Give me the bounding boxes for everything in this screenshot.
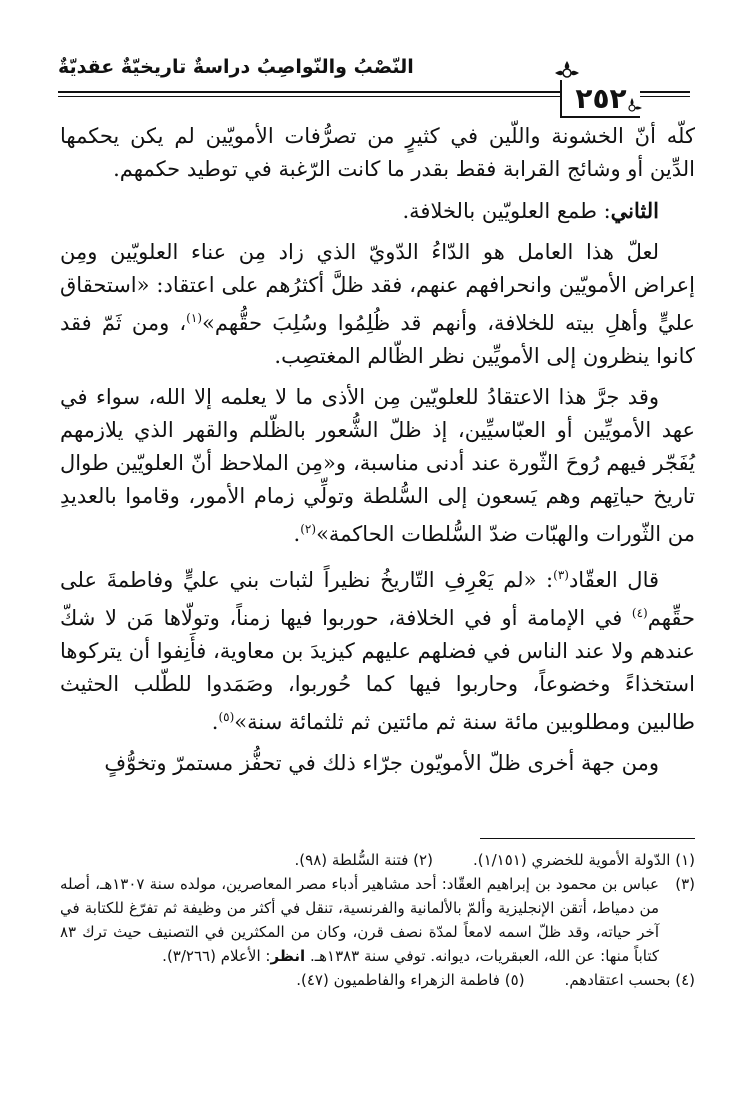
paragraph-4-text-a: وقد جرَّ هذا الاعتقادُ للعلويّين مِن الأذى ما لا يعلمه إلا الله، سواء في عهد الأمويِّين أو العبّاسيِّين، إذ ظلّ الشُّعور بالظّلم والقهر الذي يلازمهم يُفَجّر فيهم رُوحَ الثّورة عند أدنى مناسبة، و«مِن الملاحظ أنّ العلويّين طوال تاريخ حياتِهم وهم يَسعون إلى السُّلطة وتولِّي زمام الأمور، وقاموا بالعديدِ من الثّورات والهبّات ضدّ السُّلطات الحاكمة» bbox=[60, 385, 695, 546]
footnote-ref-1: (١) bbox=[186, 311, 202, 325]
footnote-2-number: (٢) bbox=[413, 851, 433, 869]
paragraph-6: ومن جهة أخرى ظلّ الأمويّون جرّاء ذلك في تحفُّز مستمرّ وتخوُّفٍ bbox=[104, 751, 659, 775]
paragraph-3 bbox=[60, 236, 695, 373]
main-text bbox=[60, 120, 695, 788]
footnote-4-text: بحسب اعتقادهم. bbox=[564, 971, 671, 989]
footnote-3-number: (٣) bbox=[675, 875, 695, 893]
footnotes bbox=[60, 848, 695, 992]
footnote-2 bbox=[295, 848, 433, 872]
header-rule-right-thin bbox=[640, 96, 690, 97]
footnote-4-number: (٤) bbox=[675, 971, 695, 989]
page-header bbox=[0, 50, 753, 120]
footnote-ref-2: (٢) bbox=[300, 522, 317, 536]
footnote-1-number: (١) bbox=[675, 851, 695, 869]
paragraph-2 bbox=[60, 194, 695, 228]
page-number-box bbox=[560, 80, 640, 118]
footnote-ref-4: (٤) bbox=[631, 606, 648, 620]
footnote-row-1-2 bbox=[60, 848, 695, 872]
footnote-5-number: (٥) bbox=[504, 971, 525, 989]
footnote-row-4-5 bbox=[60, 968, 695, 992]
header-rule-thin bbox=[58, 96, 560, 97]
footnote-3-content bbox=[60, 872, 659, 968]
footnote-5-text: فاطمة الزهراء والفاطميون (٤٧). bbox=[296, 971, 500, 989]
footnote-5 bbox=[296, 968, 524, 992]
footnote-3-label: انظر bbox=[270, 947, 306, 965]
paragraph-5-text-c: في الإمامة أو في الخلافة، حوربوا فيها زمناً، وتولّاها مَن لا شكّ عندهم ولا عند الناس في فضلهم عليهم كيزيدَ بن معاوية، فأَنِفوا أن يتركوها استخذاءً وخضوعاً، وحاربوا فيها كما حُوربوا، وصَمَدوا للطّلب الحثيث طالبين ومطلوبين مائة سنة ثم مائتين ثم ثلثمائة سنة» bbox=[60, 606, 695, 734]
page-number: ٢٥٢ bbox=[575, 81, 627, 115]
section-title: : طمع العلويّين بالخلافة. bbox=[402, 199, 611, 223]
footnote-ref-5: (٥) bbox=[218, 710, 235, 724]
footnote-separator bbox=[480, 838, 695, 839]
running-title: النّصْبُ والنّواصِبُ دراسةٌ تاريخيّةٌ عقديّةٌ bbox=[58, 56, 414, 78]
footnote-1 bbox=[473, 848, 695, 872]
header-rule-right bbox=[640, 91, 690, 93]
footnote-1-text: الدّولة الأموية للخضري (١/١٥١). bbox=[472, 851, 671, 869]
paragraph-3-text-b: ، ومن ثَمّ فقد كانوا ينظرون إلى الأمويِّين نظر الظّالم المغتصِب. bbox=[60, 311, 695, 368]
paragraph-4 bbox=[60, 381, 695, 551]
paragraph-5-text-d: . bbox=[211, 710, 219, 734]
footnote-3-tail: : الأعلام (٣/٢٦٦). bbox=[162, 947, 271, 965]
paragraph-3-text-a: لعلّ هذا العامل هو الدّاءُ الدّويّ الذي زاد مِن عناء العلويّين ومِن إعراض الأمويّين وانحرافهم عنهم، فقد ظلَّ أكثرُهم على اعتقاد: «استحقاق عليٍّ وأهلِ بيته للخلافة، وأنهم قد ظُلِمُوا وسُلِبَ حقُّهم» bbox=[60, 240, 696, 335]
footnote-2-text: فتنة السُّلطة (٩٨). bbox=[294, 851, 409, 869]
footnote-3 bbox=[60, 872, 695, 968]
paragraph-1: كلّه أنّ الخشونة واللّين في كثيرٍ من تصرُّفات الأمويّين لم يكن يحكمها الدِّين أو وشائج القرابة فقط بقدر ما كانت الرّغبة في توطيد حكمهم. bbox=[60, 124, 695, 181]
footnote-ref-3: (٣) bbox=[553, 568, 569, 582]
paragraph-5-text-b: : «لم يَعْرِفِ التّاريخُ نظيراً لثبات بني عليٍّ وفاطمةَ على حقِّهم bbox=[60, 568, 695, 630]
footnote-3-text: عباس بن محمود بن إبراهيم العقّاد: أحد مشاهير أدباء مصر المعاصرين، مولده سنة ١٣٠٧هـ، أصله من دمياط، أتقن الإنجليزية وألمّ بالألمانية والفرنسية، تنقل في أكثر من وظيفة ثم تفرّغ للكتابة في آخر حياته، وقد ظلّ اسمه لامعاً لمدّة نصف قرن، وكان من المكثرين في التصنيف حيث ترك ٨٣ كتاباً منها: عن الله، العبقريات، ديوانه. توفي سنة ١٣٨٣هـ. bbox=[60, 875, 659, 965]
paragraph-5 bbox=[60, 559, 695, 739]
header-rule bbox=[58, 91, 560, 93]
section-label: الثاني bbox=[610, 198, 659, 223]
paragraph-4-text-b: . bbox=[293, 522, 301, 546]
footnote-4 bbox=[565, 968, 695, 992]
paragraph-5-text-a: قال العقّاد bbox=[568, 568, 660, 592]
